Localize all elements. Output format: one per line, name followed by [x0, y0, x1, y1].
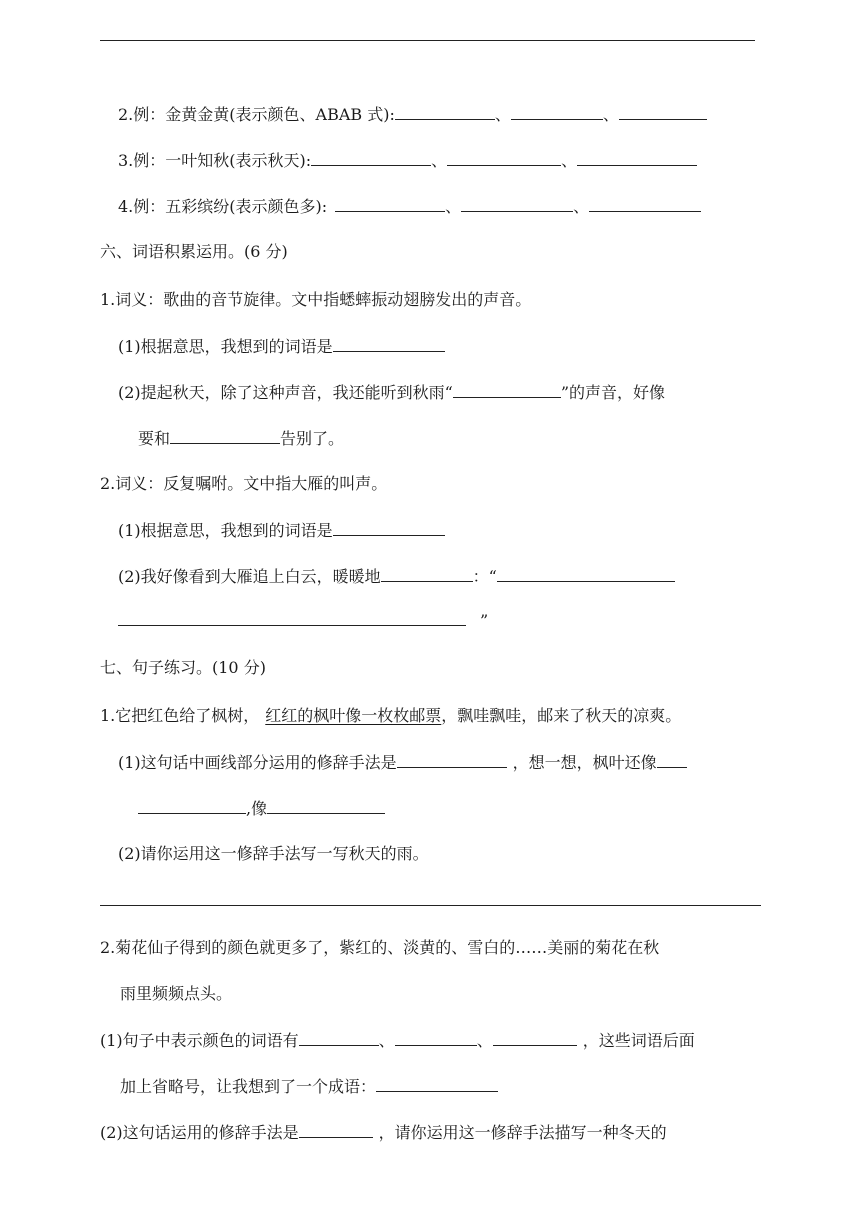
prompt-text: (1)根据意思，我想到的词语是: [118, 337, 333, 356]
prompt-text: 要和: [138, 429, 171, 448]
answer-blank[interactable]: [497, 564, 675, 582]
answer-blank[interactable]: [335, 194, 445, 212]
q5-item2-prefix: 2.例：金黄金黄(表示颜色、ABAB 式):: [118, 105, 395, 124]
answer-blank[interactable]: [299, 1028, 379, 1046]
answer-blank[interactable]: [577, 148, 697, 166]
underlined-phrase: 红红的枫叶像一枚枚邮票: [265, 706, 442, 725]
separator: 、: [378, 1031, 395, 1050]
separator: 、: [476, 1031, 493, 1050]
prompt-text: (1)根据意思，我想到的词语是: [118, 521, 333, 540]
separator: 、: [431, 151, 448, 170]
answer-blank[interactable]: [381, 564, 473, 582]
q5-item3: [118, 148, 697, 172]
s6-q1-definition: 1.词义：歌曲的音节旋律。文中指蟋蟀振动翅膀发出的声音。: [100, 290, 532, 309]
s7-q2-p1: [100, 1028, 695, 1052]
q5-item3-prefix: 3.例：一叶知秋(表示秋天):: [118, 151, 312, 170]
answer-blank[interactable]: [118, 608, 466, 626]
s7-q2-p1-cont: [120, 1074, 498, 1098]
answer-blank[interactable]: [333, 334, 445, 352]
answer-blank[interactable]: [461, 194, 573, 212]
prompt-text: 加上省略号，让我想到了一个成语：: [120, 1077, 377, 1096]
s6-q2-p2: [118, 564, 675, 588]
answer-blank[interactable]: [397, 750, 507, 768]
s7-q2-sentence: 2.菊花仙子得到的颜色就更多了，紫红的、淡黄的、雪白的……美丽的菊花在秋: [100, 938, 660, 957]
answer-blank[interactable]: [299, 1120, 373, 1138]
answer-blank[interactable]: [311, 148, 431, 166]
separator: 、: [602, 105, 619, 124]
separator: 、: [573, 197, 590, 216]
prompt-text: ，想一想，枫叶还像: [512, 753, 657, 772]
s7-q1-p1-cont: [138, 796, 385, 820]
answer-blank[interactable]: [395, 102, 495, 120]
s6-q1-p2: [118, 380, 665, 404]
prompt-text: (2)提起秋天，除了这种声音，我还能听到秋雨“: [118, 383, 453, 402]
prompt-text: (1)这句话中画线部分运用的修辞手法是: [118, 753, 397, 772]
answer-blank[interactable]: [267, 796, 385, 814]
answer-blank[interactable]: [657, 750, 687, 768]
separator: 、: [494, 105, 511, 124]
prompt-text: (2)我好像看到大雁追上白云，暖暖地: [118, 567, 381, 586]
prompt-text: ：“: [472, 567, 497, 586]
s6-q1-p2-cont: [138, 426, 344, 450]
s7-q2-sentence-cont: 雨里频频点头。: [120, 984, 233, 1003]
answer-blank[interactable]: [333, 518, 445, 536]
s7-q1-sentence: [100, 704, 681, 728]
closing-quote: ”: [480, 611, 489, 630]
prompt-text: 告别了。: [280, 429, 345, 448]
answer-blank[interactable]: [453, 380, 561, 398]
q5-item4-prefix: 4.例：五彩缤纷(表示颜色多):: [118, 197, 328, 216]
answer-line[interactable]: [100, 905, 761, 906]
s7-q1-p2: (2)请你运用这一修辞手法写一写秋天的雨。: [118, 844, 429, 863]
prompt-text: ”的声音，好像: [560, 383, 666, 402]
prompt-text: (1)句子中表示颜色的词语有: [100, 1031, 299, 1050]
s6-q2-p2-cont: [118, 608, 488, 632]
s6-q2-definition: 2.词义：反复嘱咐。文中指大雁的叫声。: [100, 474, 388, 493]
sentence-text: 1.它把红色给了枫树，: [100, 706, 260, 725]
s6-q2-p1: [118, 518, 445, 542]
answer-blank[interactable]: [395, 1028, 477, 1046]
answer-blank[interactable]: [138, 796, 246, 814]
s6-q1-p1: [118, 334, 445, 358]
prompt-text: (2)这句话运用的修辞手法是: [100, 1123, 299, 1142]
answer-blank[interactable]: [493, 1028, 577, 1046]
q5-item4: [118, 194, 701, 218]
q5-item2: [118, 102, 707, 126]
sentence-text: ，飘哇飘哇，邮来了秋天的凉爽。: [441, 706, 682, 725]
prompt-text: ，这些词语后面: [582, 1031, 695, 1050]
answer-blank[interactable]: [589, 194, 701, 212]
prompt-text: ,像: [246, 799, 268, 818]
separator: 、: [445, 197, 462, 216]
prompt-text: ，请你运用这一修辞手法描写一种冬天的: [378, 1123, 667, 1142]
top-rule: [100, 40, 755, 41]
answer-blank[interactable]: [376, 1074, 498, 1092]
s7-q1-p1: [118, 750, 687, 774]
separator: 、: [561, 151, 578, 170]
section7-heading: 七、句子练习。(10 分): [100, 658, 266, 677]
answer-blank[interactable]: [447, 148, 561, 166]
s7-q2-p2: [100, 1120, 667, 1144]
section6-heading: 六、词语积累运用。(6 分): [100, 242, 288, 261]
answer-blank[interactable]: [170, 426, 280, 444]
answer-blank[interactable]: [511, 102, 603, 120]
answer-blank[interactable]: [619, 102, 707, 120]
